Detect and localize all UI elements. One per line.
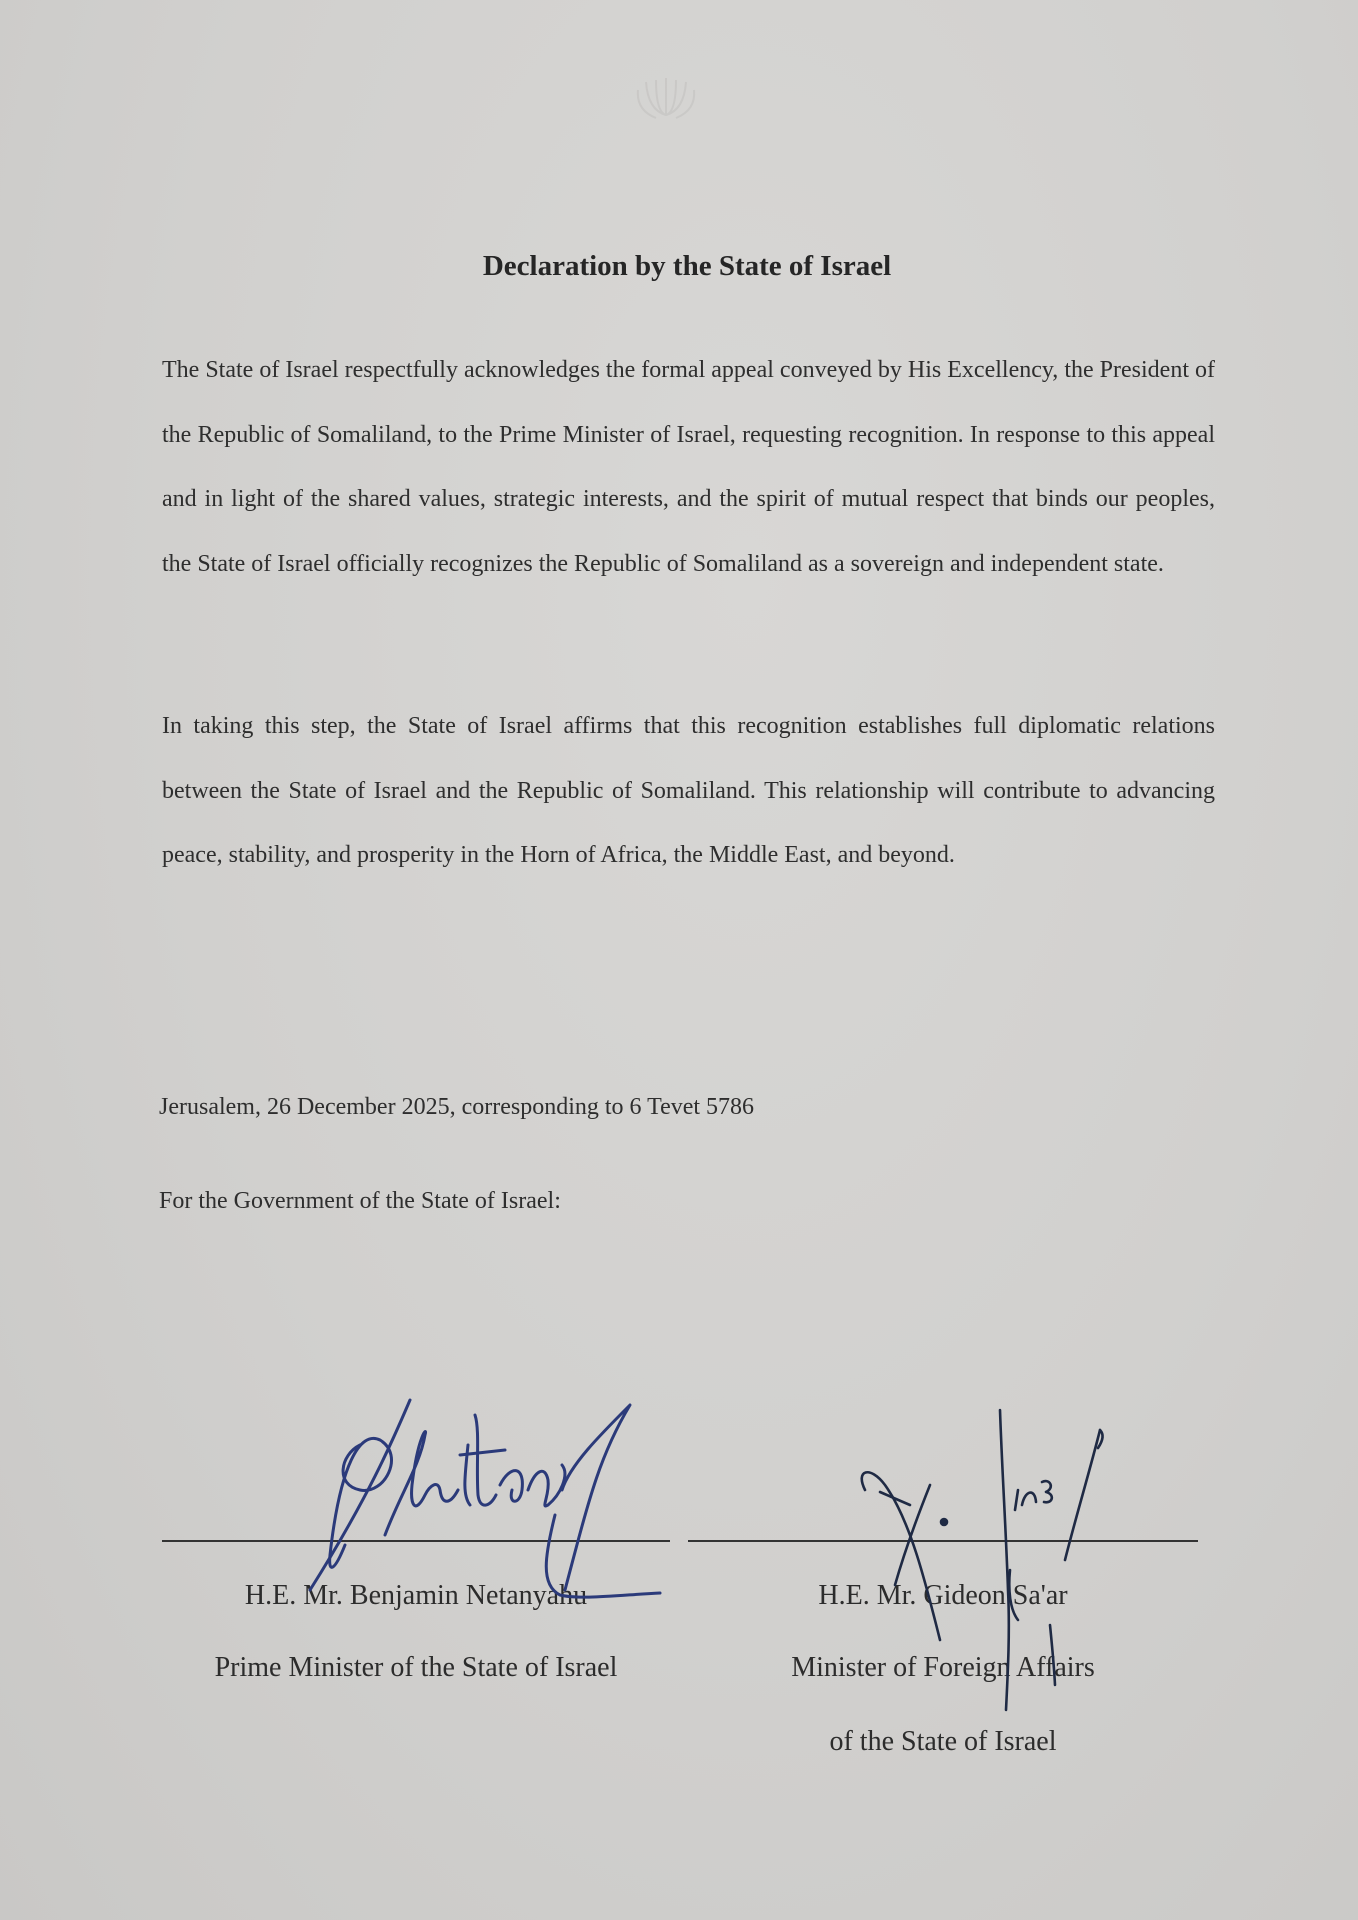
signatory-title-left: Prime Minister of the State of Israel [214, 1652, 618, 1683]
signatory-name-left: H.E. Mr. Benjamin Netanyahu [244, 1580, 588, 1611]
for-government-line: For the Government of the State of Israel: [159, 1188, 561, 1214]
dateline: Jerusalem, 26 December 2025, corresponding to 6 Tevet 5786 [159, 1094, 755, 1120]
document-title: Declaration by the State of Israel [482, 250, 892, 282]
signatory-title-right-line-2: of the State of Israel [829, 1726, 1057, 1757]
signatory-name-right: H.E. Mr. Gideon Sa'ar [818, 1580, 1068, 1611]
signatory-title-right-line-1: Minister of Foreign Affairs [791, 1652, 1095, 1683]
signature-netanyahu [300, 1395, 680, 1615]
state-emblem-icon [626, 70, 706, 120]
body-paragraph-1: The State of Israel respectfully acknowledges the formal appeal conveyed by His Excellency, the President of the Republic of Somaliland, to the Prime Minister of Israel, requesting recognition. In response to this appeal and in light of the shared values, strategic interests, and the spirit of mutual respect that binds our peoples, the State of Israel officially recognizes the Republic of Somaliland as a sovereign and independent state. [162, 357, 1215, 577]
signature-saar [850, 1410, 1130, 1720]
body-paragraph-2: In taking this step, the State of Israel affirms that this recognition establishes full diplomatic relations between the State of Israel and the Republic of Somaliland. This relationship will contribute to advancing peace, stability, and prosperity in the Horn of Africa, the Middle East, and beyond. [162, 713, 1215, 868]
